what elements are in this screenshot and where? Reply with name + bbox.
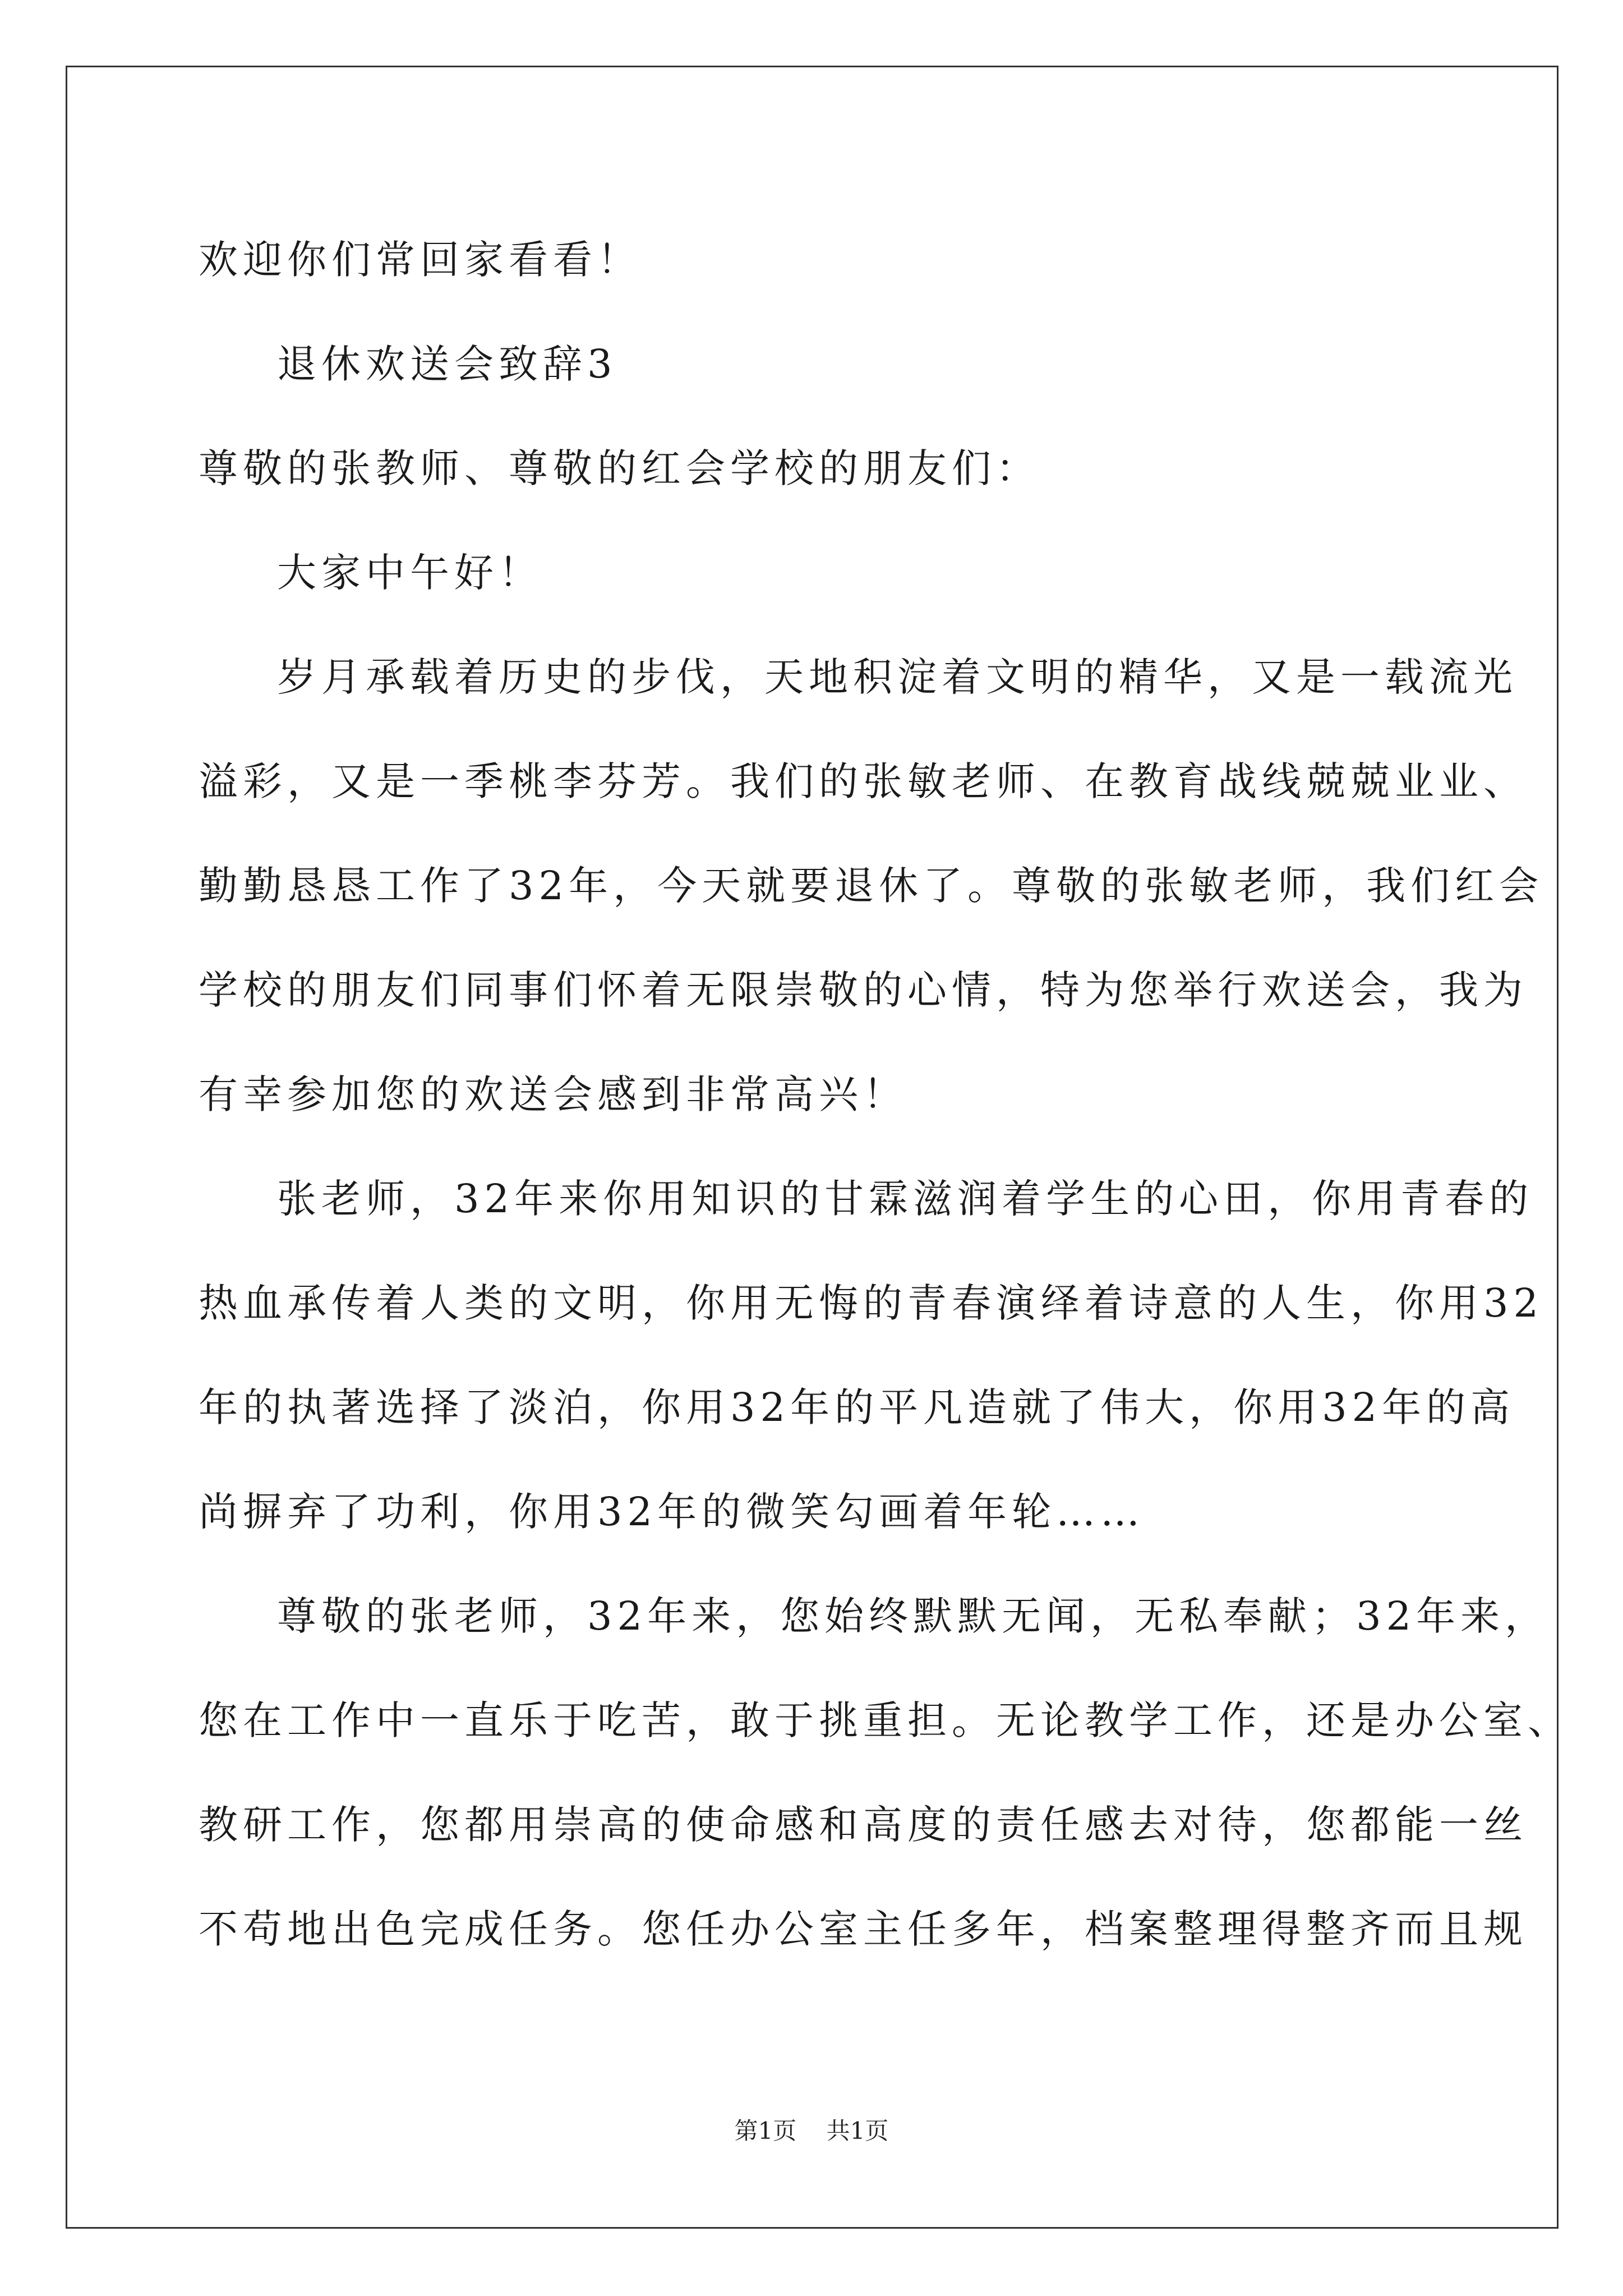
document-body	[199, 208, 1572, 1981]
paragraph	[199, 416, 1444, 521]
paragraph	[199, 208, 1444, 312]
text-line: 学校的朋友们同事们怀着无限崇敬的心情，特为您举行欢送会，我为	[199, 967, 1528, 1013]
page-number: 第1页	[734, 2117, 797, 2145]
text-line: 热血承传着人类的文明，你用无悔的青春演绎着诗意的人生，你用32	[199, 1280, 1544, 1326]
page-total: 共1页	[826, 2117, 889, 2145]
text-line: 尊敬的张老师，32年来，您始终默默无闻，无私奉献；32年来，	[277, 1593, 1550, 1639]
text-line: 岁月承载着历史的步伐，天地积淀着文明的精华，又是一载流光	[277, 654, 1518, 700]
text-line: 张老师，32年来你用知识的甘霖滋润着学生的心田，你用青春的	[277, 1176, 1534, 1222]
text-line: 尚摒弃了功利，你用32年的微笑勾画着年轮……	[199, 1489, 1145, 1535]
text-line: 不苟地出色完成任务。您任办公室主任多年，档案整理得整齐而且规	[199, 1906, 1528, 1952]
text-line: 教研工作，您都用崇高的使命感和高度的责任感去对待，您都能一丝	[199, 1802, 1528, 1848]
text-line: 大家中午好！	[277, 550, 543, 596]
text-line: 尊敬的张教师、尊敬的红会学校的朋友们：	[199, 445, 1040, 491]
text-line: 年的执著选择了淡泊，你用32年的平凡造就了伟大，你用32年的高	[199, 1384, 1515, 1430]
page-footer	[0, 2113, 1623, 2146]
text-line: 有幸参加您的欢送会感到非常高兴！	[199, 1071, 907, 1117]
paragraph	[199, 625, 1544, 1147]
text-line: 溢彩，又是一季桃李芬芳。我们的张敏老师、在教育战线兢兢业业、	[199, 758, 1528, 804]
paragraph	[199, 521, 1444, 625]
paragraph	[199, 1564, 1572, 1981]
paragraph	[199, 1147, 1544, 1564]
text-line: 您在工作中一直乐于吃苦，敢于挑重担。无论教学工作，还是办公室、	[199, 1697, 1572, 1743]
text-line: 退休欢送会致辞3	[277, 341, 617, 387]
text-line: 勤勤恳恳工作了32年，今天就要退休了。尊敬的张敏老师，我们红会	[199, 863, 1544, 909]
paragraph	[199, 312, 1444, 416]
text-line: 欢迎你们常回家看看！	[199, 237, 642, 283]
